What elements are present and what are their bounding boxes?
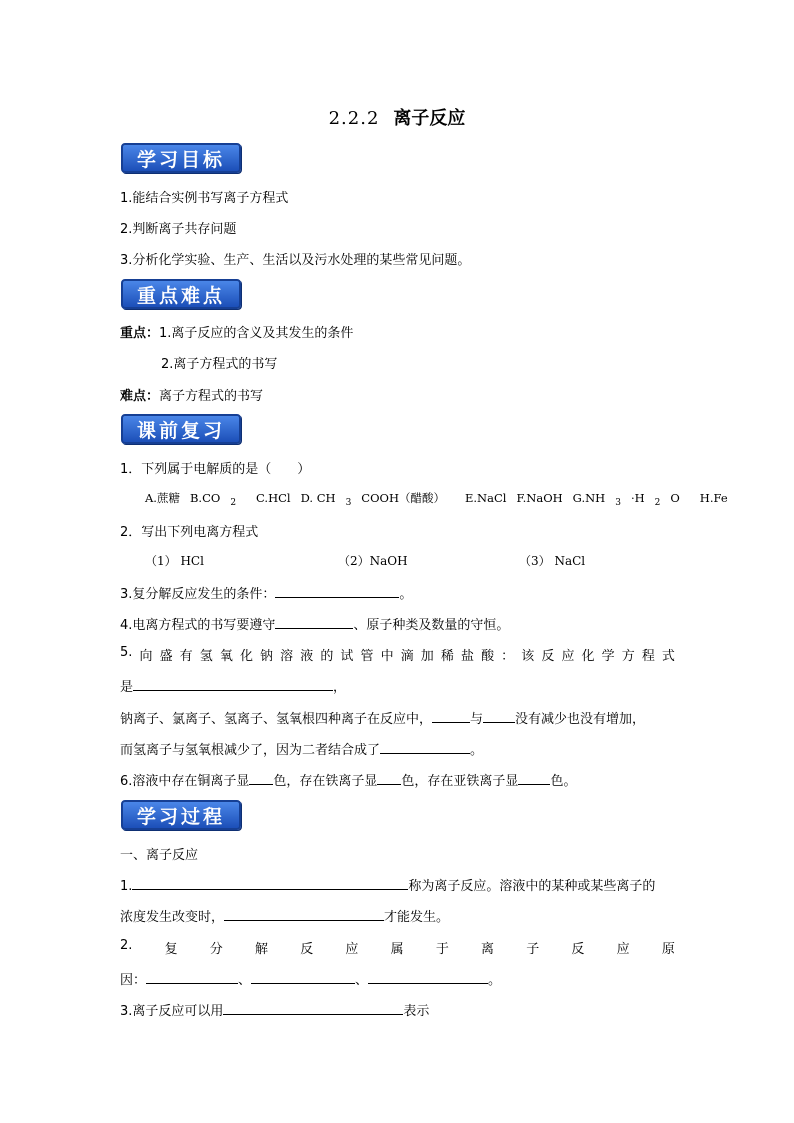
- keypoint-label: 重点：: [120, 326, 160, 341]
- section-badge-keypoints: 重点难点: [121, 279, 241, 309]
- keypoint-item: 1.离子反应的含义及其发生的条件: [159, 326, 354, 341]
- review-question-5-line4: 而氢离子与氢氧根减少了，因为二者结合成了 。: [120, 739, 483, 758]
- review-question-5-line2: 是 ，: [120, 676, 346, 695]
- answer-blank[interactable]: [133, 676, 333, 691]
- goal-item: 3.分析化学实验、生产、生活以及污水处理的某些常见问题。: [120, 253, 471, 268]
- review-question-5-line3: 钠离子、氯离子、氢离子、氢氧根四种离子在反应中， 与 没有减少也没有增加，: [120, 708, 645, 727]
- review-q2-item: （1） HCl: [145, 554, 204, 568]
- option-f: F.NaOH: [516, 491, 563, 505]
- review-question-2: 2．写出下列电离方程式: [120, 525, 259, 540]
- option-b: B.CO $_2$: [189, 491, 237, 509]
- option-a: A.蔗糖: [145, 491, 180, 505]
- answer-blank[interactable]: [380, 739, 470, 754]
- process-item-3: 3.离子反应可以用 表示: [120, 1000, 429, 1019]
- section-badge-goals: 学习目标: [121, 143, 241, 173]
- review-question-3: 3.复分解反应发生的条件： 。: [120, 583, 412, 602]
- review-question-6: 6.溶液中存在铜离子显 色，存在铁离子显 色，存在亚铁离子显 色。: [120, 770, 576, 789]
- review-question-5-line1: 5. 向 盛 有 氢 氧 化 钠 溶 液 的 试 管 中 滴 加 稀 盐 酸 ： 该 反 应 化 学 方 程 式: [120, 645, 675, 664]
- option-c: C.HCl: [256, 491, 291, 505]
- review-q1-options: [145, 490, 738, 508]
- goal-item: 2.判断离子共存问题: [120, 222, 237, 237]
- answer-blank[interactable]: [518, 770, 550, 785]
- section-badge-process: 学习过程: [121, 800, 241, 830]
- answer-blank[interactable]: [132, 875, 408, 890]
- answer-blank[interactable]: [275, 614, 353, 629]
- answer-blank[interactable]: [377, 770, 401, 785]
- review-q2-item: （3） NaCl: [519, 554, 586, 568]
- option-g: G.NH $_3$ ·H $_2$ O: [572, 491, 680, 509]
- answer-blank[interactable]: [223, 1000, 403, 1015]
- difficulty-line: [120, 385, 263, 404]
- goal-item: 1.能结合实例书写离子方程式: [120, 191, 289, 206]
- difficulty-label: 难点：: [120, 389, 160, 404]
- answer-blank[interactable]: [483, 708, 515, 723]
- title-number: 2.2.2: [328, 108, 380, 129]
- option-d: D. CH $_3$ COOH（醋酸）: [300, 491, 445, 509]
- page-title: [0, 104, 794, 130]
- option-e: E.NaCl: [464, 491, 507, 505]
- process-heading: 一、离子反应: [120, 848, 199, 863]
- difficulty-item: 离子方程式的书写: [159, 389, 264, 404]
- section-badge-review: 课前复习: [121, 414, 241, 444]
- process-item-2-line2: 因： 、 、 。: [120, 969, 501, 988]
- keypoint-line: [120, 322, 353, 341]
- review-question-4: 4.电离方程式的书写要遵守 、原子种类及数量的守恒。: [120, 614, 509, 633]
- option-h: H.Fe: [699, 491, 728, 505]
- answer-blank[interactable]: [224, 906, 384, 921]
- review-question-1: 1．下列属于电解质的是（ ）: [120, 462, 311, 477]
- process-item-2-line1: 2. 复 分 解 反 应 属 于 离 子 反 应 原: [120, 938, 675, 957]
- review-q2-item: （2）NaOH: [338, 554, 408, 568]
- keypoint-item: 2.离子方程式的书写: [161, 357, 278, 372]
- answer-blank[interactable]: [146, 969, 238, 984]
- answer-blank[interactable]: [249, 770, 273, 785]
- answer-blank[interactable]: [251, 969, 355, 984]
- answer-blank[interactable]: [275, 583, 399, 598]
- process-item-1-cont: 浓度发生改变时， 才能发生。: [120, 906, 449, 925]
- process-item-1: 1. 称为离子反应。溶液中的某种或某些离子的: [120, 875, 655, 894]
- answer-blank[interactable]: [368, 969, 488, 984]
- title-text: 离子反应: [393, 108, 466, 129]
- answer-blank[interactable]: [432, 708, 470, 723]
